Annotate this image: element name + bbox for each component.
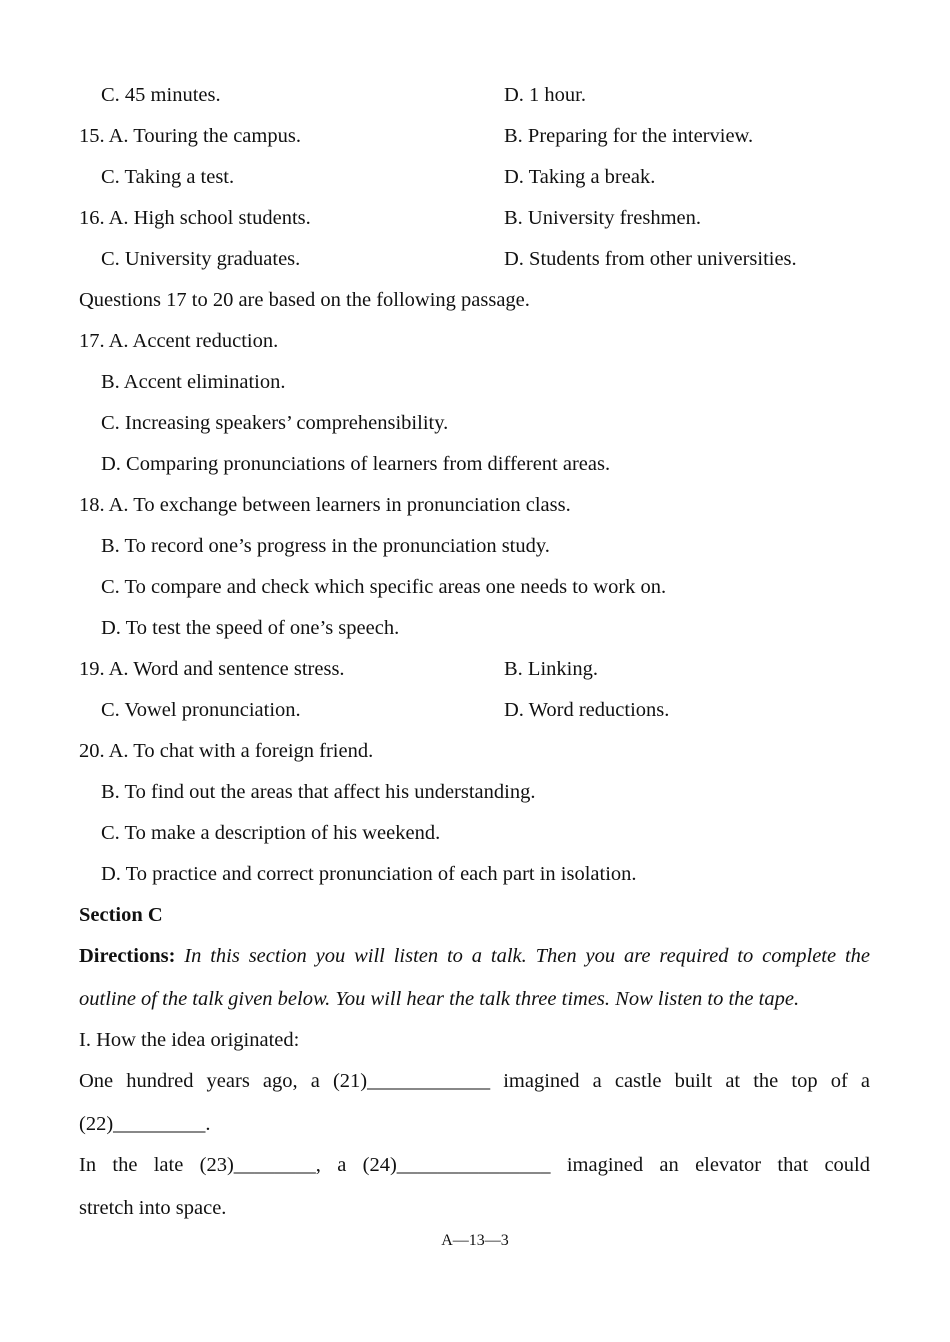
page-number: A—13—3 — [441, 1232, 509, 1249]
directions-line-1: Directions: In this section you will listen to a talk. Then you are required to complete the — [79, 945, 871, 967]
option-row — [101, 82, 870, 108]
option-row — [101, 820, 870, 846]
option-text: D. Comparing pronunciations of learners from different areas. — [101, 453, 611, 475]
paragraph-2-line-1: In the late (23)________, a (24)_______________ imagined an elevator that could — [79, 1154, 870, 1176]
option-row — [101, 410, 870, 436]
option-text-right: B. University freshmen. — [504, 207, 701, 229]
directions-line-2: outline of the talk given below. You will hear the talk three times. Now listen to the tape. — [79, 988, 800, 1010]
option-text: C. Increasing speakers’ comprehensibility. — [101, 412, 449, 434]
option-row — [101, 369, 870, 395]
option-text: C. Taking a test. — [101, 166, 235, 188]
option-text: Questions 17 to 20 are based on the following passage. — [79, 289, 530, 311]
option-row — [79, 205, 870, 231]
option-row — [79, 123, 870, 149]
option-row — [101, 697, 870, 723]
option-text-right: D. Word reductions. — [504, 699, 670, 721]
option-text: C. Vowel pronunciation. — [101, 699, 301, 721]
paragraph-1-line-1: One hundred years ago, a (21)____________ imagined a castle built at the top of a — [79, 1070, 870, 1092]
option-text: C. To make a description of his weekend. — [101, 822, 441, 844]
option-text-right: D. Students from other universities. — [504, 248, 797, 270]
option-row — [79, 492, 870, 518]
option-row — [79, 287, 870, 313]
option-text: 16. A. High school students. — [79, 207, 311, 229]
section-heading: Section C — [79, 904, 163, 926]
option-text: B. To find out the areas that affect his understanding. — [101, 781, 536, 803]
option-text: C. 45 minutes. — [101, 84, 221, 106]
option-text: 19. A. Word and sentence stress. — [79, 658, 345, 680]
paragraph-1-line-2: (22)_________. — [79, 1113, 211, 1135]
option-row — [101, 451, 870, 477]
option-row — [79, 738, 870, 764]
outline-heading: I. How the idea originated: — [79, 1029, 300, 1051]
option-text: C. University graduates. — [101, 248, 301, 270]
option-row — [101, 164, 870, 190]
option-text: 15. A. Touring the campus. — [79, 125, 301, 147]
option-text-right: B. Linking. — [504, 658, 598, 680]
option-text: C. To compare and check which specific areas one needs to work on. — [101, 576, 667, 598]
option-text: B. To record one’s progress in the pronunciation study. — [101, 535, 550, 557]
option-text: D. To test the speed of one’s speech. — [101, 617, 400, 639]
option-row — [101, 533, 870, 559]
option-text: D. To practice and correct pronunciation of each part in isolation. — [101, 863, 637, 885]
option-text: B. Accent elimination. — [101, 371, 286, 393]
option-row — [79, 328, 870, 354]
paragraph-2-line-2: stretch into space. — [79, 1197, 227, 1219]
option-row — [101, 615, 870, 641]
option-text-right: D. Taking a break. — [504, 166, 656, 188]
option-text-right: D. 1 hour. — [504, 84, 586, 106]
option-row — [101, 574, 870, 600]
option-text: 17. A. Accent reduction. — [79, 330, 279, 352]
option-row — [79, 656, 870, 682]
option-text: 18. A. To exchange between learners in pronunciation class. — [79, 494, 571, 516]
option-row — [101, 246, 870, 272]
option-row — [101, 861, 870, 887]
option-text: 20. A. To chat with a foreign friend. — [79, 740, 374, 762]
option-row — [101, 779, 870, 805]
option-text-right: B. Preparing for the interview. — [504, 125, 754, 147]
